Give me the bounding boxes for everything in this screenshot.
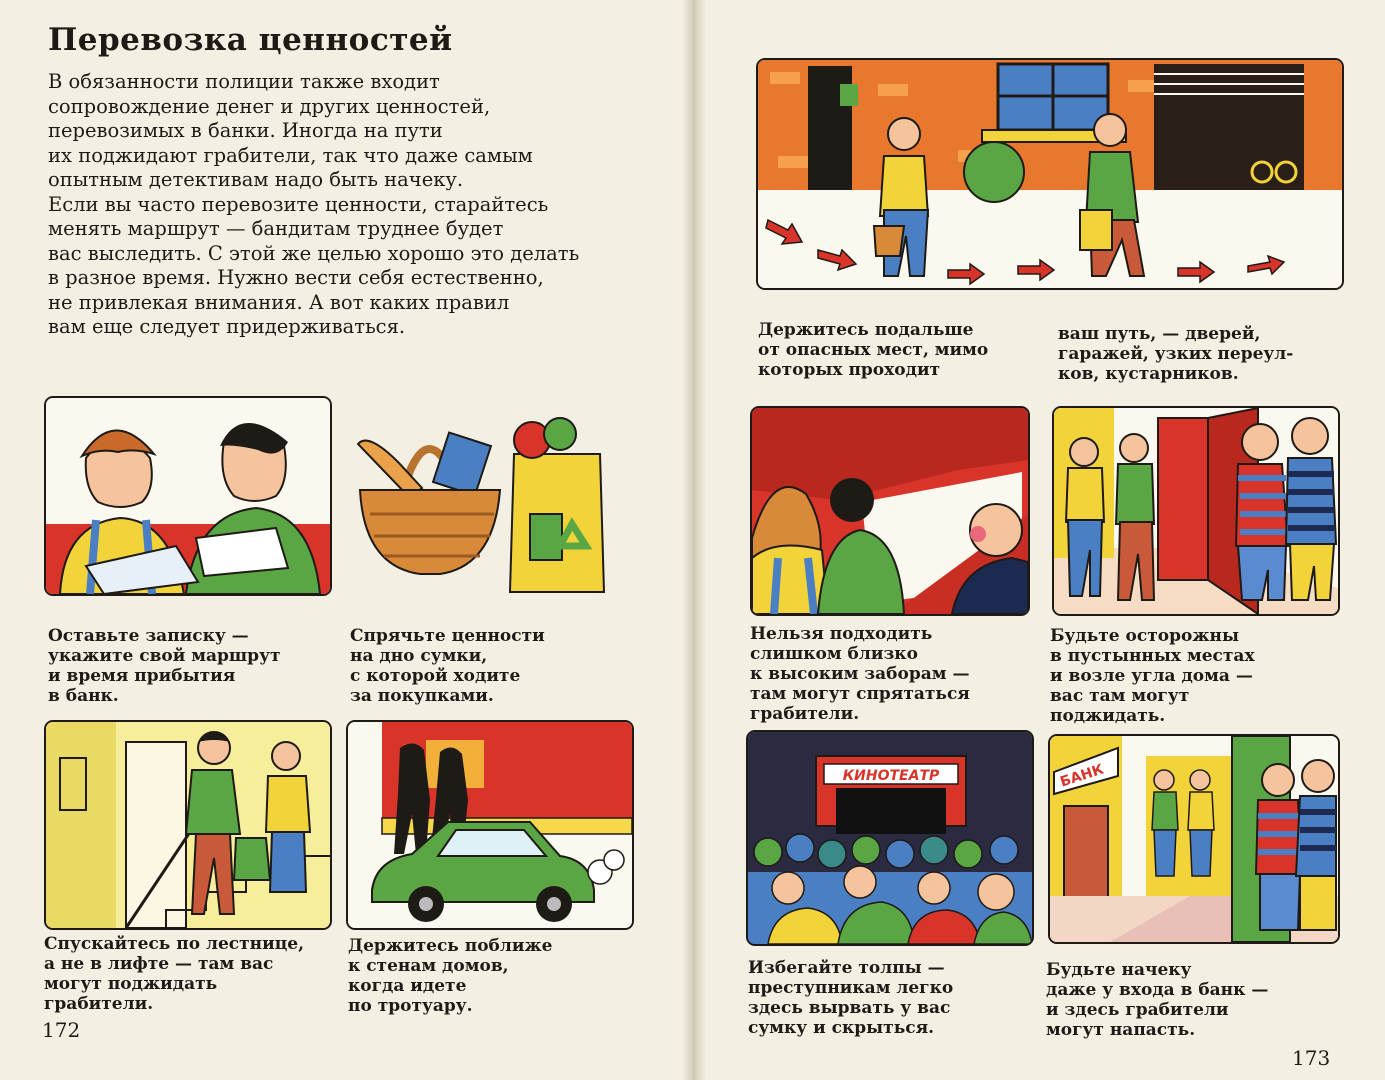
book-gutter — [682, 0, 706, 1080]
caption-line: Держитесь подальше — [758, 320, 974, 340]
caption-line: могут поджидать — [44, 974, 218, 994]
caption-line: Будьте начеку — [1046, 960, 1192, 980]
intro-line: вас выследить. С этой же целью хорошо это делать — [48, 241, 580, 265]
intro-line: Если вы часто перевозите ценности, старайтесь — [48, 192, 549, 216]
caption-hide-valuables — [350, 626, 545, 706]
caption-use-stairs — [44, 934, 304, 1014]
caption-line: к стенам домов, — [348, 956, 509, 976]
caption-line: и здесь грабители — [1046, 1000, 1229, 1020]
caption-line: а не в лифте — там вас — [44, 954, 274, 974]
caption-line: грабители. — [44, 994, 154, 1014]
caption-line: Избегайте толпы — — [748, 958, 945, 978]
caption-line: когда идете — [348, 976, 467, 996]
caption-line: и время прибытия — [48, 666, 236, 686]
caption-line: к высоким заборам — — [750, 664, 970, 684]
caption-route-part1 — [758, 320, 988, 380]
caption-line: там могут спрятаться — [750, 684, 970, 704]
illustration-house-corner — [1052, 406, 1340, 616]
cinema-sign: КИНОТЕАТР — [842, 768, 940, 784]
caption-line: в пустынных местах — [1050, 646, 1255, 666]
caption-line: Оставьте записку — — [48, 626, 249, 646]
caption-route-part2 — [1058, 324, 1293, 384]
caption-line: Спускайтесь по лестнице, — [44, 934, 304, 954]
caption-line: Держитесь поближе — [348, 936, 553, 956]
caption-line: на дно сумки, — [350, 646, 488, 666]
caption-line: с которой ходите — [350, 666, 521, 686]
bank-sign: БАНК — [1058, 761, 1106, 791]
caption-line: поджидать. — [1050, 706, 1166, 726]
intro-line: перевозимых в банки. Иногда на пути — [48, 119, 443, 142]
intro-line: в разное время. Нужно вести себя естественно, — [48, 266, 544, 289]
caption-line: Нельзя подходить — [750, 624, 933, 644]
caption-line: даже у входа в банк — — [1046, 980, 1269, 1000]
intro-line: В обязанности полиции также входит — [48, 70, 440, 93]
caption-line: здесь вырвать у вас — [748, 998, 951, 1018]
caption-line: которых проходит — [758, 360, 941, 380]
caption-line: от опасных мест, мимо — [758, 340, 989, 360]
caption-line: укажите свой маршрут — [48, 646, 281, 666]
caption-line: ваш путь, — дверей, — [1058, 324, 1261, 344]
caption-line: слишком близко — [750, 644, 918, 664]
illustration-route — [756, 58, 1344, 290]
intro-line: вам еще следует придерживаться. — [48, 315, 406, 338]
caption-high-fences — [750, 624, 970, 724]
intro-paragraph — [48, 70, 608, 340]
caption-line: и возле угла дома — — [1050, 666, 1253, 686]
caption-line: вас там могут — [1050, 686, 1190, 706]
intro-line: менять маршрут — бандитам труднее будет — [48, 217, 504, 240]
caption-avoid-crowds — [748, 958, 953, 1038]
illustration-high-fence — [750, 406, 1030, 616]
caption-deserted-places — [1050, 626, 1255, 726]
caption-line: сумку и скрыться. — [748, 1018, 935, 1038]
intro-line: не привлекая внимания. А вот каких правил — [48, 290, 510, 314]
intro-line: опытным детективам надо быть начеку. — [48, 168, 464, 191]
caption-line: преступникам легко — [748, 978, 954, 998]
intro-line: сопровождение денег и других ценностей, — [48, 94, 491, 118]
illustration-street-car — [346, 720, 634, 930]
intro-line: их поджидают грабители, так что даже самым — [48, 143, 533, 167]
caption-line: Спрячьте ценности — [350, 626, 545, 646]
illustration-bank-entrance — [1048, 734, 1340, 944]
page-number-right: 173 — [1292, 1046, 1331, 1070]
caption-line: в банк. — [48, 686, 119, 706]
illustration-cinema-crowd — [746, 730, 1034, 946]
caption-leave-note — [48, 626, 281, 706]
illustration-stairs — [44, 720, 332, 930]
caption-line: могут напасть. — [1046, 1020, 1196, 1040]
caption-line: Будьте осторожны — [1050, 626, 1239, 646]
illustration-writing-note — [44, 396, 332, 596]
page-title: Перевозка ценностей — [48, 22, 453, 58]
page-number-left: 172 — [42, 1018, 81, 1042]
caption-line: грабители. — [750, 704, 860, 724]
illustration-basket-and-bag — [346, 404, 616, 596]
caption-line: по тротуару. — [348, 996, 473, 1016]
caption-line: ков, кустарников. — [1058, 364, 1239, 384]
caption-line: за покупками. — [350, 686, 494, 706]
caption-line: гаражей, узких переул- — [1058, 344, 1294, 364]
caption-bank-entrance — [1046, 960, 1268, 1040]
caption-keep-near-walls — [348, 936, 552, 1016]
